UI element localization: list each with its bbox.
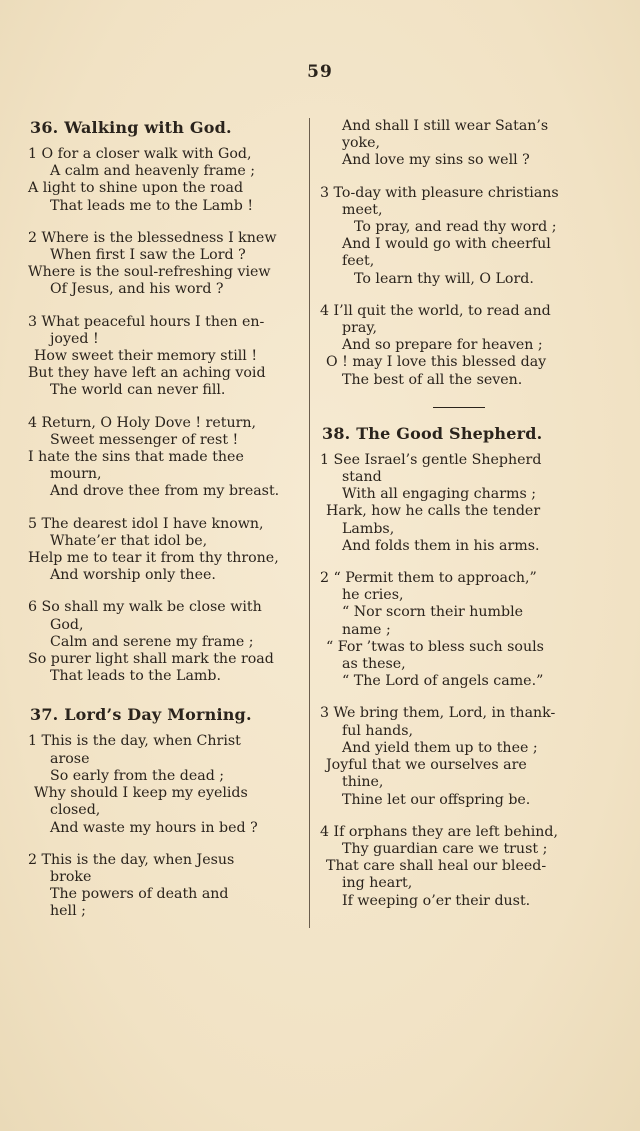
verse-line: 4 If orphans they are left behind, [320, 823, 559, 840]
verse-line: I hate the sins that made thee [28, 449, 244, 466]
verse-line: The best of all the seven. [342, 371, 523, 388]
verse-line: 3 What peaceful hours I then en- [28, 313, 265, 330]
verse-line: “ The Lord of angels came.” [342, 673, 544, 690]
verse-line: Help me to tear it from thy throne, [28, 550, 279, 567]
verse-line: ing heart, [342, 875, 413, 892]
stanza [28, 516, 304, 585]
verse-line: How sweet their memory still ! [34, 348, 258, 365]
stanza [28, 230, 304, 299]
verse-line: With all engaging charms ; [342, 486, 537, 503]
verse-line: Where is the soul-refreshing view [28, 264, 271, 281]
verse-line: Hark, how he calls the tender [326, 503, 541, 520]
verse-line: And folds them in his arms. [342, 537, 540, 554]
verse-line: If weeping o’er their dust. [342, 892, 531, 909]
stanza [320, 705, 598, 808]
right-column [320, 118, 598, 925]
column-divider [309, 118, 310, 928]
verse-line: 2 “ Permit them to approach,” [320, 570, 537, 587]
hymn-title-36: 36. Walking with God. [30, 118, 232, 137]
stanza [320, 303, 598, 389]
verse-line: broke [50, 868, 92, 885]
verse-line: Calm and serene my frame ; [50, 633, 254, 650]
verse-line: And waste my hours in bed ? [50, 819, 258, 836]
stanza [320, 452, 598, 555]
verse-line: “ For ’twas to bless such souls [326, 638, 544, 655]
section-rule [433, 407, 485, 408]
verse-line: And so prepare for heaven ; [342, 337, 543, 354]
verse-line: 4 I’ll quit the world, to read and [320, 302, 551, 319]
verse-line: 5 The dearest idol I have known, [28, 515, 264, 532]
verse-line: yoke, [342, 135, 381, 152]
verse-line: To learn thy will, O Lord. [354, 270, 534, 287]
verse-line: closed, [50, 802, 101, 819]
stanza [28, 852, 304, 921]
verse-line: thine, [342, 774, 384, 791]
verse-line: meet, [342, 201, 383, 218]
stanza [28, 599, 304, 685]
verse-line: as these, [342, 656, 406, 673]
stanza [320, 185, 598, 288]
verse-line: And shall I still wear Satan’s [342, 118, 549, 134]
verse-line: arose [50, 750, 90, 767]
verse-line: Sweet messenger of rest ! [50, 431, 239, 448]
verse-line: 3 To-day with pleasure christians [320, 184, 559, 201]
verse-line: joyed ! [50, 330, 99, 347]
stanza [28, 733, 304, 836]
stanza [28, 415, 304, 501]
verse-line: And drove thee from my breast. [50, 483, 280, 500]
verse-line: mourn, [50, 466, 102, 483]
stanza [28, 314, 304, 400]
verse-line: he cries, [342, 587, 404, 604]
verse-line: 4 Return, O Holy Dove ! return, [28, 414, 257, 431]
verse-line: And love my sins so well ? [342, 152, 530, 169]
verse-line: But they have left an aching void [28, 365, 266, 382]
verse-line: That care shall heal our bleed- [326, 858, 547, 875]
verse-line: 1 See Israel’s gentle Shepherd [320, 451, 542, 468]
verse-line: To pray, and read thy word ; [354, 219, 557, 236]
verse-line: pray, [342, 320, 377, 337]
verse-line: O ! may I love this blessed day [326, 354, 547, 371]
verse-line: A calm and heavenly frame ; [50, 163, 256, 180]
verse-line: stand [342, 469, 382, 486]
stanza [320, 824, 598, 910]
stanza [320, 570, 598, 690]
verse-line: 1 O for a closer walk with God, [28, 146, 252, 162]
verse-line: So early from the dead ; [50, 767, 225, 784]
verse-line: And yield them up to thee ; [342, 739, 538, 756]
verse-line: “ Nor scorn their humble [342, 604, 524, 621]
stanza [320, 118, 598, 170]
verse-line: Thine let our offspring be. [342, 791, 531, 808]
verse-line: A light to shine upon the road [28, 180, 244, 197]
verse-line: That leads me to the Lamb ! [50, 197, 254, 214]
hymn-title-38: 38. The Good Shepherd. [322, 423, 543, 443]
verse-line: 3 We bring them, Lord, in thank- [320, 705, 556, 722]
verse-line: Thy guardian care we trust ; [342, 840, 548, 857]
verse-line: That leads to the Lamb. [50, 668, 221, 685]
left-column [28, 118, 304, 936]
verse-line: Of Jesus, and his word ? [50, 281, 224, 298]
verse-line: When first I saw the Lord ? [50, 247, 246, 264]
verse-line: feet, [342, 253, 375, 270]
verse-line: 6 So shall my walk be close with [28, 599, 262, 616]
verse-line: Why should I keep my eyelids [34, 785, 248, 802]
verse-line: God, [50, 616, 84, 633]
verse-line: hell ; [50, 903, 86, 920]
verse-line: The powers of death and [50, 886, 229, 903]
verse-line: 2 This is the day, when Jesus [28, 851, 235, 868]
hymn-title-37: 37. Lord’s Day Morning. [30, 705, 252, 725]
verse-line: name ; [342, 621, 391, 638]
verse-line: The world can never fill. [50, 382, 226, 399]
verse-line: ful hands, [342, 722, 414, 739]
verse-line: Lambs, [342, 520, 395, 537]
stanza [28, 146, 304, 215]
verse-line: So purer light shall mark the road [28, 651, 274, 668]
verse-line: And worship only thee. [50, 567, 216, 584]
verse-line: Joyful that we ourselves are [326, 757, 527, 774]
verse-line: 2 Where is the blessedness I knew [28, 229, 277, 246]
verse-line: Whate’er that idol be, [50, 532, 208, 549]
page-number: 59 [307, 62, 333, 82]
verse-line: And I would go with cheerful [342, 236, 551, 253]
verse-line: 1 This is the day, when Christ [28, 733, 241, 750]
